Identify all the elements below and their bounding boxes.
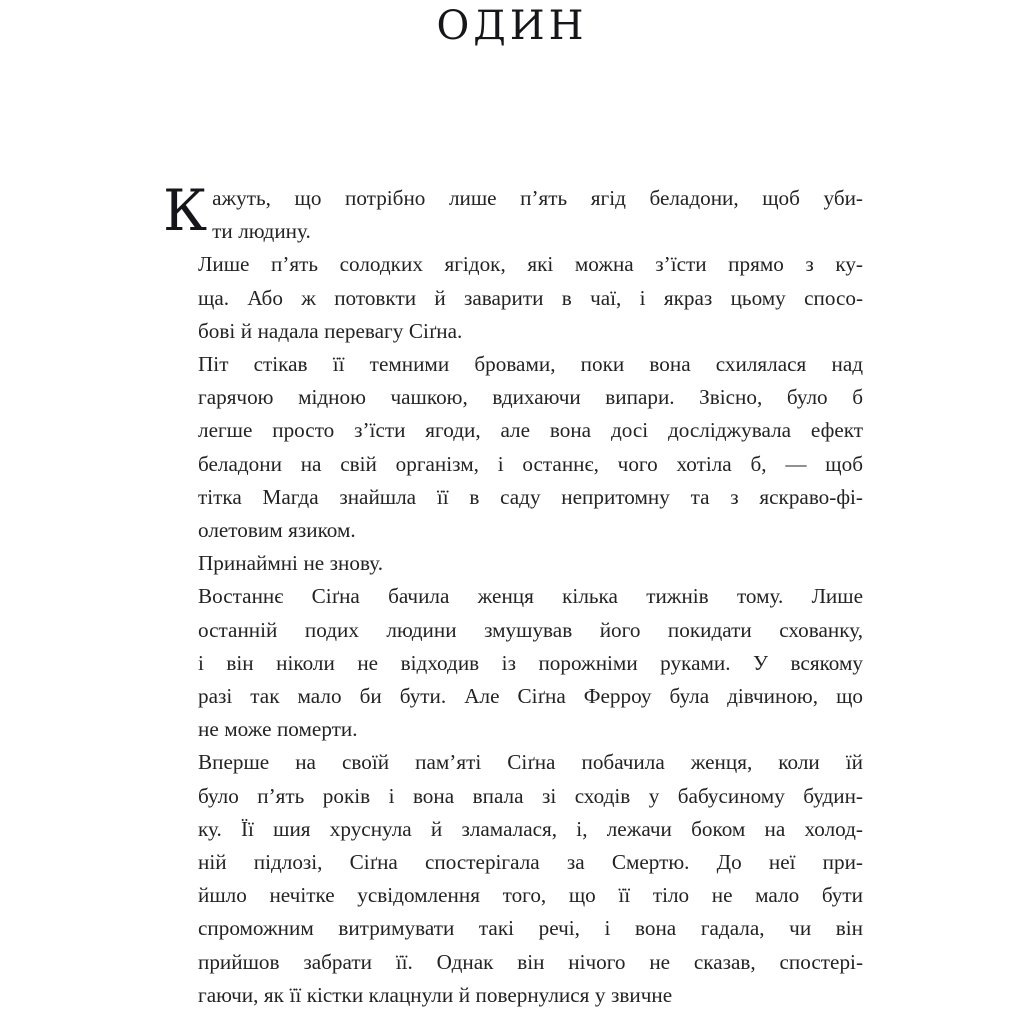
text-line: бові й надала перевагу Сіґна.	[198, 318, 463, 343]
text-line: Принаймні не знову.	[198, 551, 384, 576]
text-line: ажуть, що потрібно лише п’ять ягід беладони, щоб уби-	[212, 186, 863, 210]
text-line: гаючи, як її кістки клацнули й повернулися у звичне	[198, 982, 673, 1007]
paragraph	[163, 580, 863, 746]
text-line: легше просто з’їсти ягоди, але вона досі досліджувала ефект	[198, 418, 863, 443]
text-line: тітка Магда знайшла її в саду непритомну та з яскраво-фі-	[198, 484, 863, 509]
text-line: ку. Її шия хруснула й зламалася, і, лежачи боком на холод-	[198, 816, 863, 841]
paragraph	[163, 547, 863, 580]
text-line: було п’ять років і вона впала зі сходів у бабусиному будин-	[198, 783, 863, 808]
body-text-column	[163, 178, 863, 1012]
paragraph	[163, 178, 863, 248]
text-line: останній подих людини змушував його покидати схованку,	[198, 617, 863, 642]
drop-cap: К	[163, 178, 208, 244]
paragraph	[163, 348, 863, 547]
text-line: не може померти.	[198, 717, 358, 742]
text-line: разі так мало би бути. Але Сіґна Ферроу була дівчиною, що	[198, 684, 863, 709]
text-line: Востаннє Сіґна бачила женця кілька тижнів тому. Лише	[198, 584, 863, 609]
chapter-title: ОДИН	[436, 3, 588, 49]
text-line: ща. Або ж потовкти й заварити в чаї, і якраз цьому спосо-	[198, 285, 863, 310]
paragraph	[163, 248, 863, 348]
text-line: ти людину.	[212, 219, 311, 244]
text-line: Лише п’ять солодких ягідок, які можна з’їсти прямо з ку-	[198, 252, 863, 277]
text-line: Піт стікав її темними бровами, поки вона схилялася над	[198, 352, 863, 377]
text-line: ній підлозі, Сіґна спостерігала за Смертю. До неї при-	[198, 850, 863, 875]
text-line: йшло нечітке усвідомлення того, що її тіло не мало бути	[198, 883, 863, 908]
text-line: беладони на свій організм, і останнє, чого хотіла б, — щоб	[198, 451, 863, 476]
text-line: спроможним витримувати такі речі, і вона гадала, чи він	[198, 916, 863, 941]
text-line: і він ніколи не відходив із порожніми руками. У всякому	[198, 650, 863, 675]
text-line: Вперше на своїй пам’яті Сіґна побачила женця, коли їй	[198, 750, 863, 775]
text-line: гарячою мідною чашкою, вдихаючи випари. Звісно, було б	[198, 385, 863, 410]
text-line: прийшов забрати її. Однак він нічого не сказав, спостері-	[198, 949, 863, 974]
text-line: олетовим язиком.	[198, 518, 356, 543]
paragraph	[163, 746, 863, 1012]
